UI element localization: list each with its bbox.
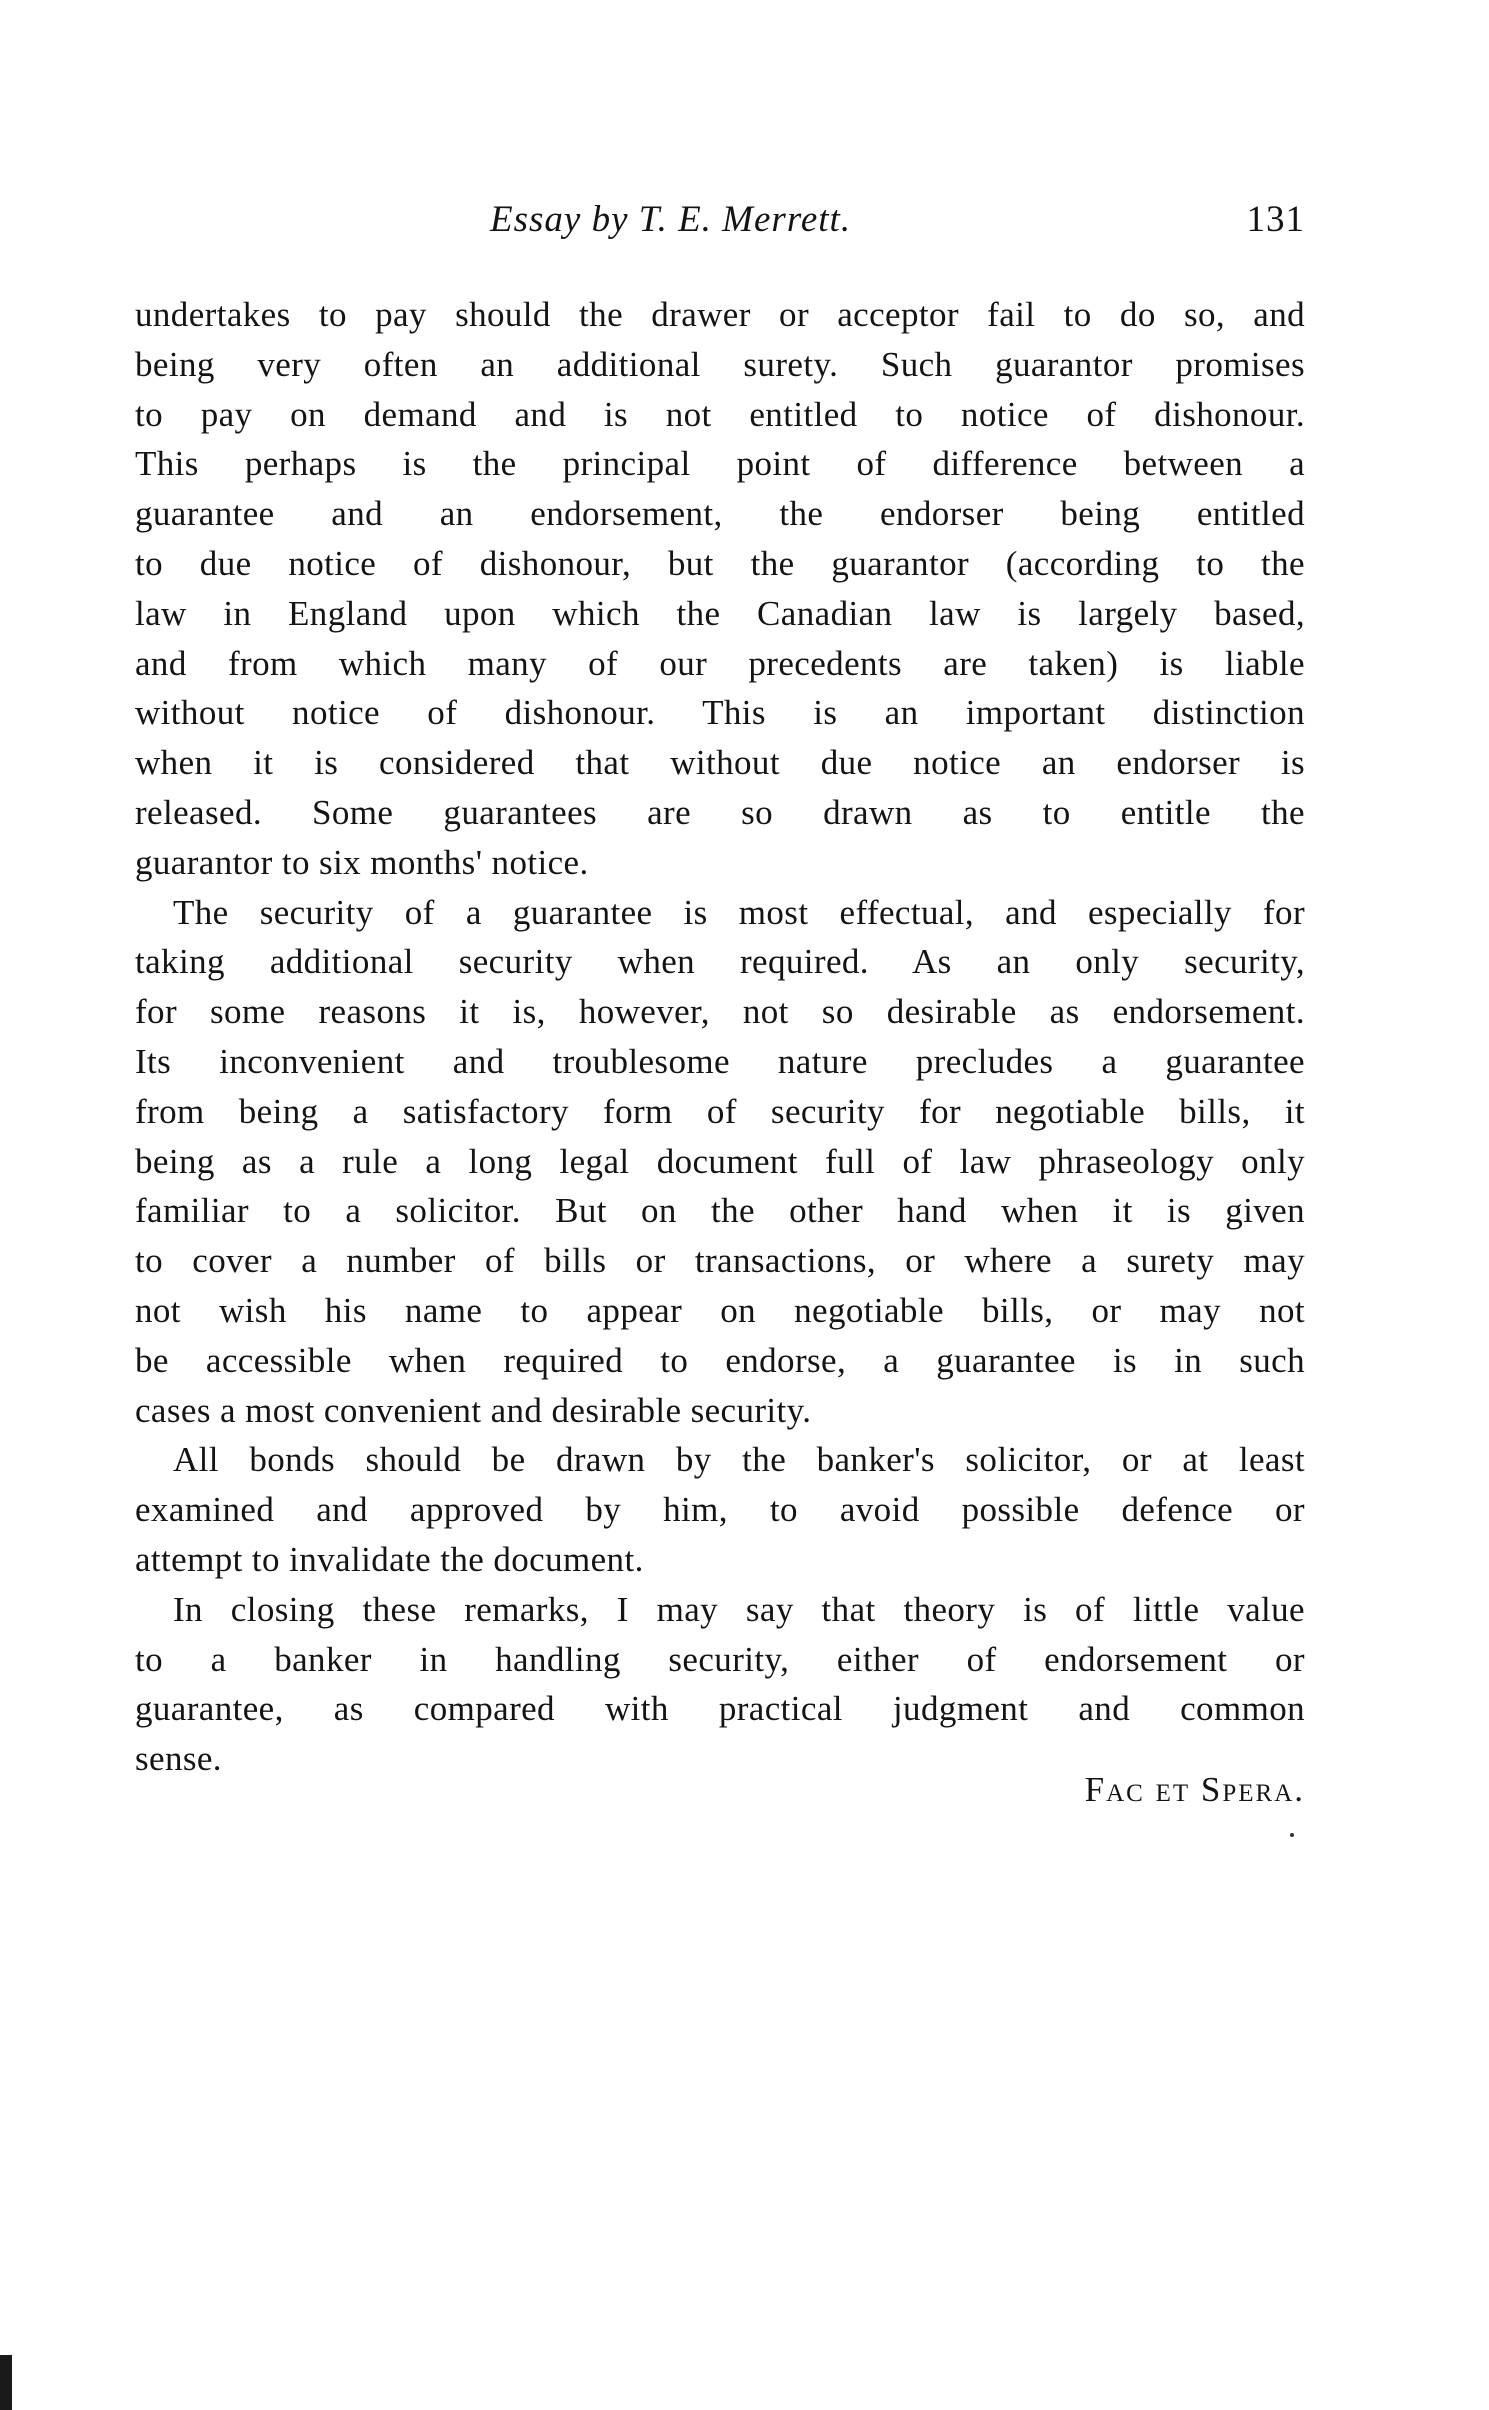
running-title: Essay by T. E. Merrett. [490,199,852,240]
paragraph [135,1585,1305,1784]
text-line: being as a rule a long legal document full of law phraseology only [135,1141,1305,1181]
text-line: law in England upon which the Canadian law is largely based, [135,593,1305,633]
paragraph [135,290,1305,888]
text-line: undertakes to pay should the drawer or acceptor fail to do so, and [135,295,1305,334]
text-line: not wish his name to appear on negotiable bills, or may not [135,1290,1305,1330]
text-line: Its inconvenient and troublesome nature precludes a guarantee [135,1041,1305,1081]
text-line: The security of a guarantee is most effectual, and especially for [173,892,1305,932]
text-line: and from which many of our precedents are taken) is liable [135,643,1305,683]
text-line: for some reasons it is, however, not so desirable as endorsement. [135,992,1305,1032]
text-line: from being a satisfactory form of security for negotiable bills, it [135,1091,1305,1131]
text-line: In closing these remarks, I may say that theory is of little value [173,1589,1305,1629]
page-number: 131 [1246,199,1305,240]
body-text [135,290,1305,1784]
paragraph [135,1435,1305,1584]
text-line: being very often an additional surety. Such guarantor promises [135,344,1305,384]
text-line: to a banker in handling security, either of endorsement or [135,1639,1305,1679]
text-line: when it is considered that without due notice an endorser is [135,743,1305,783]
text-line: This perhaps is the principal point of difference between a [135,444,1305,484]
text-line: guarantor to six months' notice. [135,842,589,882]
text-line: without notice of dishonour. This is an important distinction [135,693,1305,733]
text-line: guarantee and an endorsement, the endorser being entitled [135,494,1305,534]
text-line: released. Some guarantees are so drawn as to entitle the [135,792,1305,832]
signature-motto: Fac et Spera. [1084,1770,1305,1809]
text-line: to cover a number of bills or transactions, or where a surety may [135,1241,1305,1281]
text-line: examined and approved by him, to avoid possible defence or [135,1490,1305,1530]
text-line: taking additional security when required. As an only security, [135,942,1305,982]
text-line: to due notice of dishonour, but the guarantor (according to the [135,543,1305,583]
scan-edge-mark [0,2355,12,2410]
text-line: guarantee, as compared with practical judgment and common [135,1689,1305,1729]
ink-speck [1290,1833,1294,1837]
text-line: be accessible when required to endorse, a guarantee is in such [135,1340,1305,1380]
text-line: All bonds should be drawn by the banker's solicitor, or at least [173,1440,1305,1480]
text-line: sense. [135,1739,222,1779]
page-header [135,198,1305,258]
text-line: cases a most convenient and desirable security. [135,1390,812,1430]
text-line: familiar to a solicitor. But on the other hand when it is given [135,1191,1305,1231]
text-line: attempt to invalidate the document. [135,1539,644,1579]
text-line: to pay on demand and is not entitled to notice of dishonour. [135,394,1305,434]
paragraph [135,888,1305,1436]
